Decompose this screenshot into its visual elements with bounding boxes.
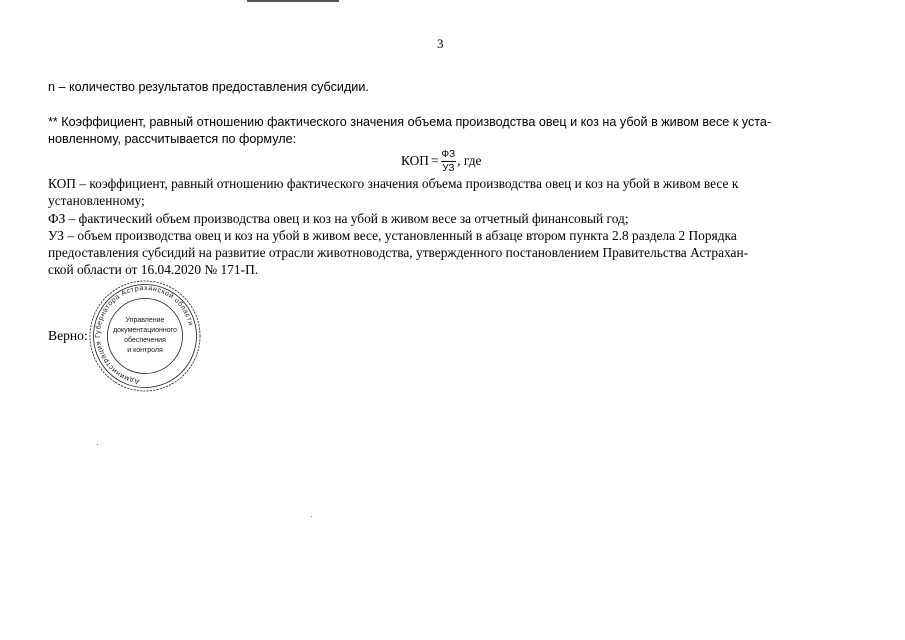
formula-suffix: , где <box>457 153 482 168</box>
formula-fraction <box>441 149 457 174</box>
seal-center-line-2: документационного <box>113 327 177 334</box>
verno-label: Верно: <box>48 328 88 343</box>
note-line-2: новленному, рассчитывается по формуле: <box>48 132 297 146</box>
top-scan-rule <box>247 0 339 2</box>
n-definition-line: n – количество результатов предоставления субсидии. <box>48 80 369 94</box>
uz-definition-line-1: УЗ – объем производства овец и коз на убой в живом весе, установленный в абзаце втором пункта 2.8 раздела 2 Порядка <box>48 228 737 243</box>
kop-definition-line-1: КОП – коэффициент, равный отношению фактического значения объема производства овец и коз на убой в живом весе к <box>48 176 739 191</box>
scan-speck <box>311 516 312 517</box>
uz-definition-line-2: предоставления субсидий на развитие отрасли животноводства, утвержденного постановлением Правительства Астрахан- <box>48 245 749 260</box>
seal-inner-ring <box>108 299 183 374</box>
formula-numerator: ФЗ <box>441 148 456 160</box>
official-seal <box>84 277 206 395</box>
kop-definition-line-2: установленному; <box>48 193 145 208</box>
fz-definition-line: ФЗ – фактический объем производства овец и коз на убой в живом весе за отчетный финансовый год; <box>48 211 629 226</box>
seal-center-line-4: и контроля <box>127 347 163 354</box>
note-line-1: ** Коэффициент, равный отношению фактического значения объема производства овец и коз на убой в живом весе к уста- <box>48 115 772 129</box>
seal-ring-text: Администрация Губернатора Астраханской области <box>94 284 195 385</box>
seal-outer-ring <box>90 281 200 391</box>
seal-center-line-1: Управление <box>125 317 165 324</box>
uz-definition-line-3: ской области от 16.04.2020 № 171-П. <box>48 262 259 277</box>
formula-denominator: УЗ <box>442 162 455 174</box>
formula-equals: = <box>430 153 439 168</box>
seal-ring-2 <box>94 285 197 388</box>
formula-lhs: КОП <box>401 153 429 168</box>
kop-formula <box>401 145 481 177</box>
scan-speck <box>97 444 98 445</box>
seal-center-line-3: обеспечения <box>124 337 166 344</box>
page-number: 3 <box>437 36 444 51</box>
